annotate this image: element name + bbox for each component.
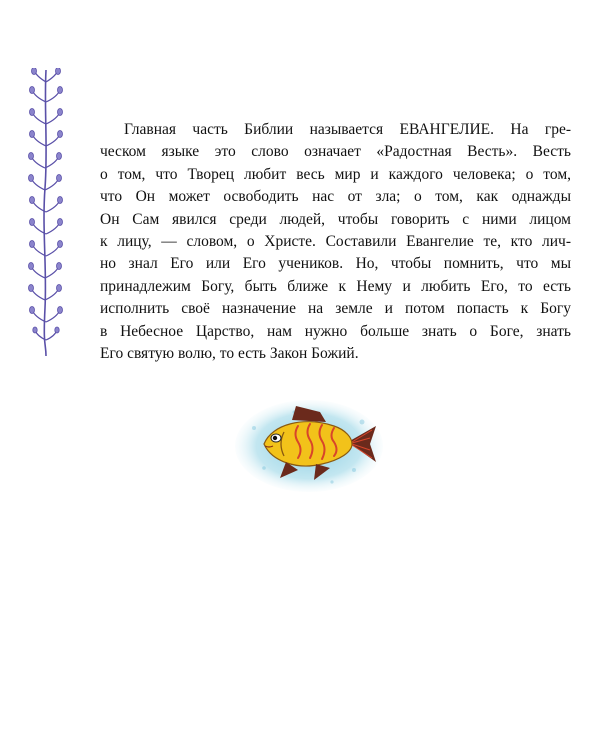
paragraph-line: к лицу, — словом, о Христе. Составили Евангелие те, кто лич-	[100, 233, 571, 251]
paragraph-line: ческом языке это слово означает «Радостная Весть». Весть	[100, 143, 571, 161]
paragraph-line: но знал Его или Его учеников. Но, чтобы помнить, что мы	[100, 255, 571, 273]
paragraph-line: принадлежим Богу, быть ближе к Нему и любить Его, то есть	[100, 277, 571, 295]
main-paragraph	[100, 119, 571, 365]
paragraph-line: о том, что Творец любит весь мир и каждого человека; о том,	[100, 165, 571, 183]
paragraph-line: исполнить своё назначение на земле и потом попасть к Богу	[100, 300, 571, 318]
paragraph-line: Главная часть Библии называется ЕВАНГЕЛИЕ. На гре-	[124, 121, 571, 138]
paragraph-line: что Он может освободить нас от зла; о том, как однажды	[100, 188, 571, 206]
paragraph-line: Он Сам явился среди людей, чтобы говорить с ними лицом	[100, 210, 571, 228]
paragraph-line: в Небесное Царство, нам нужно больше знать о Боге, знать	[100, 322, 571, 340]
fish-illustration-icon	[234, 398, 384, 494]
vine-ornament-icon	[28, 68, 64, 358]
paragraph-line: Его святую волю, то есть Закон Божий.	[100, 345, 359, 363]
